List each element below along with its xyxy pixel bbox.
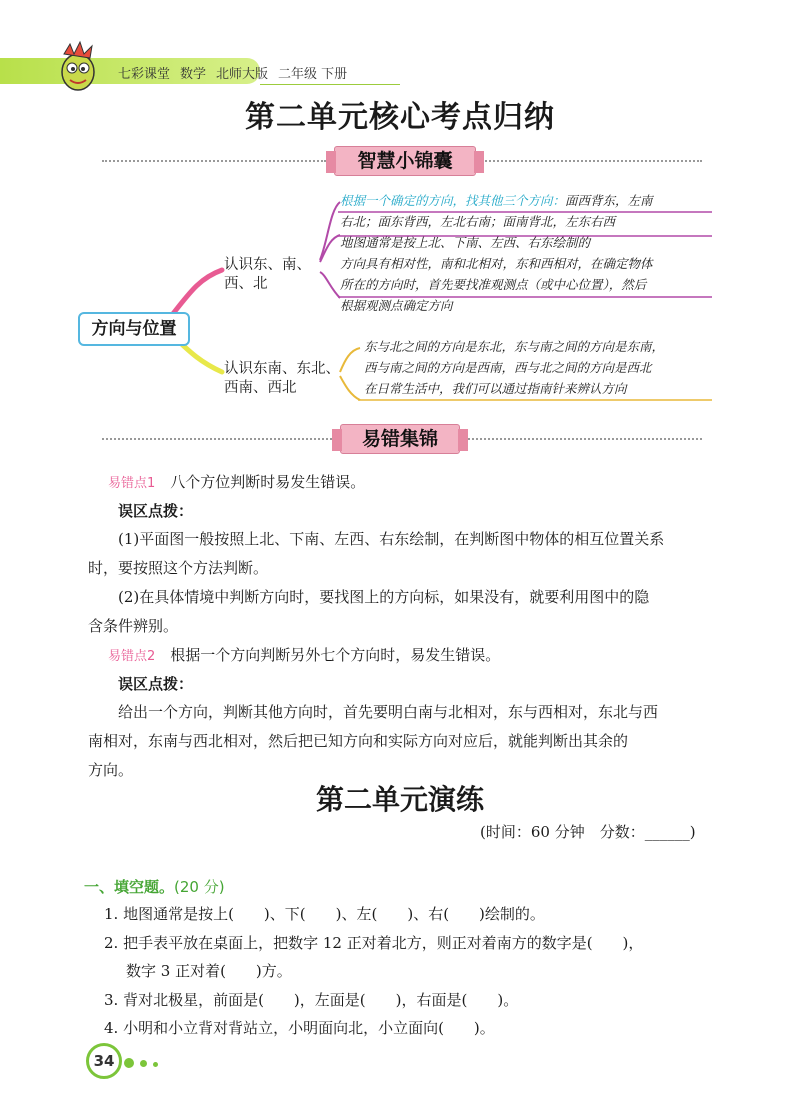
mindmap-line: 右北；面东背西，左北右南；面南背北，左东右西 xyxy=(340,214,616,229)
mindmap-line: 根据一个确定的方向，找其他三个方向：面西背东，左南 xyxy=(340,193,653,208)
paragraph: 南相对，东南与西北相对，然后把已知方向和实际方向对应后，就能判断出其余的 xyxy=(88,732,629,750)
mindmap-line: 东与北之间的方向是东北，东与南之间的方向是东南， xyxy=(364,339,665,354)
divider xyxy=(482,160,702,162)
question-2-cont: 数字 3 正对着( )方。 xyxy=(126,962,292,980)
exercise-title: 第二单元演练 xyxy=(315,783,484,816)
mindmap-branch2-lines xyxy=(364,336,664,399)
section-ribbon-errors: 易错集锦 xyxy=(340,424,460,454)
question-1: 1. 地图通常是按上( )、下( )、左( )、右( )绘制的。 xyxy=(104,905,545,923)
mindmap-root: 方向与位置 xyxy=(78,312,190,346)
paragraph: (2)在具体情境中判断方向时，要找图上的方向标，如果没有，就要利用图中的隐 xyxy=(118,588,650,606)
error-point-1: 易错点1 八个方位判断时易发生错误。 xyxy=(108,473,366,491)
question-4: 4. 小明和小立背对背站立，小明面向北，小立面向( )。 xyxy=(104,1019,495,1037)
header-text: 七彩课堂 数学 北师大版 二年级 下册 xyxy=(118,67,348,82)
mindmap-branch2-label: 认识东南、东北、 西南、西北 xyxy=(224,361,340,396)
header-rule xyxy=(260,84,400,85)
paragraph: (1)平面图一般按照上北、下南、左西、右东绘制，在判断图中物体的相互位置关系 xyxy=(118,530,665,548)
paragraph: 给出一个方向，判断其他方向时，首先要明白南与北相对，东与西相对，东北与西 xyxy=(118,703,659,721)
mindmap-line: 西与南之间的方向是西南，西与北之间的方向是西北 xyxy=(364,360,652,375)
mascot-icon xyxy=(52,40,104,96)
mindmap-line: 地图通常是按上北、下南、左西、右东绘制的 xyxy=(340,235,591,250)
dot-icon xyxy=(140,1060,147,1067)
divider xyxy=(468,438,702,440)
error-point-2: 易错点2 根据一个方向判断另外七个方向时，易发生错误。 xyxy=(108,646,501,664)
hint-label: 误区点拨： xyxy=(118,502,194,520)
dot-icon xyxy=(124,1058,134,1068)
mindmap-line: 方向具有相对性，南和北相对，东和西相对，在确定物体 xyxy=(340,256,653,271)
summary-title: 第二单元核心考点归纳 xyxy=(245,100,555,135)
mindmap-branch1-lines xyxy=(340,190,653,316)
divider xyxy=(102,438,332,440)
question-2: 2. 把手表平放在桌面上，把数字 12 正对着北方，则正对着南方的数字是( )， xyxy=(104,934,644,952)
question-3: 3. 背对北极星，前面是( )，左面是( )，右面是( )。 xyxy=(104,991,519,1009)
paragraph: 时，要按照这个方法判断。 xyxy=(88,559,269,577)
dot-icon xyxy=(153,1062,158,1067)
mindmap-line: 在日常生活中，我们可以通过指南针来辨认方向 xyxy=(364,381,627,396)
hint-label: 误区点拨： xyxy=(118,675,194,693)
section-ribbon-wisdom: 智慧小锦囊 xyxy=(334,146,476,176)
paragraph: 方向。 xyxy=(88,761,134,779)
page-number: 34 xyxy=(86,1043,122,1079)
mindmap-line: 根据观测点确定方向 xyxy=(340,298,453,313)
time-info: (时间：60 分钟 分数：______) xyxy=(480,823,696,841)
mindmap-branch1-label: 认识东、南、 西、北 xyxy=(224,257,311,292)
paragraph: 含条件辨别。 xyxy=(88,617,179,635)
section-heading: 一、填空题。(20 分) xyxy=(84,878,225,896)
mindmap-line: 所在的方向时，首先要找准观测点（或中心位置），然后 xyxy=(340,277,647,292)
divider xyxy=(102,160,326,162)
